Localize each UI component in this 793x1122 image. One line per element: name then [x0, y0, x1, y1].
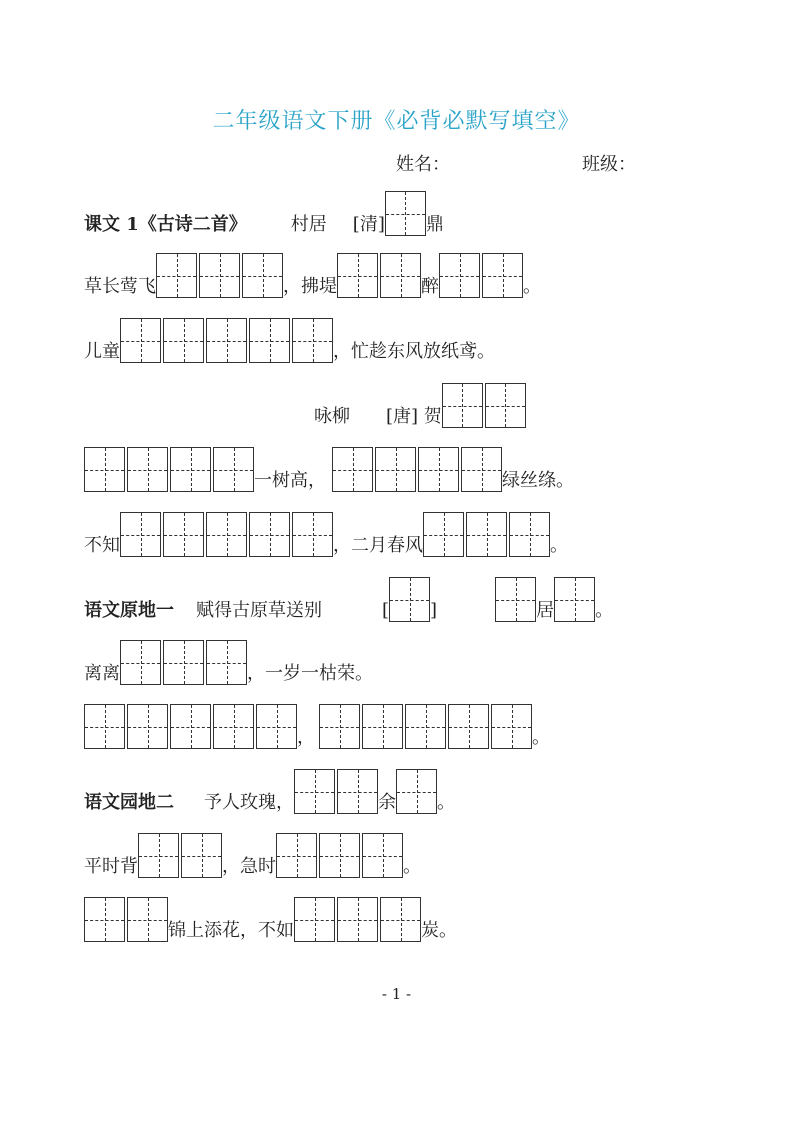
line-5: 一树高， 绿丝绦。 — [84, 444, 574, 492]
blank-group — [439, 253, 523, 298]
char-box[interactable] — [120, 318, 161, 363]
char-box[interactable] — [294, 897, 335, 942]
page-number: - 1 - — [381, 985, 412, 1003]
char-box[interactable] — [84, 897, 125, 942]
blank-group — [554, 577, 595, 622]
line-3: 儿童 ，忙趁东风放纸鸢。 — [84, 315, 495, 363]
char-box[interactable] — [442, 383, 483, 428]
char-box[interactable] — [491, 704, 532, 749]
char-box[interactable] — [206, 640, 247, 685]
char-box[interactable] — [256, 704, 297, 749]
char-box[interactable] — [163, 640, 204, 685]
char-box[interactable] — [292, 318, 333, 363]
blank-group — [332, 447, 502, 492]
char-box[interactable] — [554, 577, 595, 622]
char-box[interactable] — [170, 447, 211, 492]
blank-group — [84, 447, 254, 492]
char-box[interactable] — [127, 897, 168, 942]
dynasty: [唐] 贺 — [386, 406, 442, 427]
char-box[interactable] — [213, 447, 254, 492]
char-box[interactable] — [485, 383, 526, 428]
line-12: 锦上添花，不如 炭。 — [84, 894, 457, 942]
char-box[interactable] — [294, 769, 335, 814]
blank-group — [385, 191, 426, 236]
char-box[interactable] — [163, 318, 204, 363]
char-box[interactable] — [380, 897, 421, 942]
char-box[interactable] — [319, 833, 360, 878]
char-box[interactable] — [249, 512, 290, 557]
char-box[interactable] — [120, 640, 161, 685]
char-box[interactable] — [84, 704, 125, 749]
poem-title: 赋得古原草送别 — [196, 600, 322, 621]
char-box[interactable] — [461, 447, 502, 492]
char-box[interactable] — [495, 577, 536, 622]
blank-group — [319, 704, 532, 749]
section-heading: 语文原地一 — [84, 600, 174, 621]
line-4 — [314, 380, 526, 428]
char-box[interactable] — [439, 253, 480, 298]
blank-group — [337, 253, 421, 298]
section-heading: 语文园地二 — [84, 792, 174, 813]
blank-group — [156, 253, 283, 298]
char-box[interactable] — [213, 704, 254, 749]
char-box[interactable] — [206, 318, 247, 363]
line-9: ， 。 — [84, 701, 550, 749]
blank-group — [120, 640, 247, 685]
char-box[interactable] — [292, 512, 333, 557]
line-10: 语文园地二 予人玫瑰， 余 。 — [84, 766, 455, 814]
blank-group — [120, 318, 333, 363]
blank-group — [276, 833, 403, 878]
blank-group — [84, 704, 297, 749]
char-box[interactable] — [332, 447, 373, 492]
char-box[interactable] — [466, 512, 507, 557]
blank-group — [396, 769, 437, 814]
blank-group — [495, 577, 536, 622]
char-box[interactable] — [156, 253, 197, 298]
class-label: 班级： — [582, 154, 636, 175]
char-box[interactable] — [448, 704, 489, 749]
section-heading: 课文 1《古诗二首》 — [84, 214, 247, 235]
char-box[interactable] — [396, 769, 437, 814]
line-11: 平时背 ，急时 。 — [84, 830, 421, 878]
blank-group — [120, 512, 333, 557]
char-box[interactable] — [418, 447, 459, 492]
char-box[interactable] — [181, 833, 222, 878]
page-title: 二年级语文下册《必背必默写填空》 — [212, 109, 581, 134]
char-box[interactable] — [84, 447, 125, 492]
char-box[interactable] — [276, 833, 317, 878]
char-box[interactable] — [206, 512, 247, 557]
line-8: 离离 ，一岁一枯荣。 — [84, 637, 373, 685]
poem-title: 村居 — [290, 214, 327, 235]
char-box[interactable] — [170, 704, 211, 749]
char-box[interactable] — [120, 512, 161, 557]
char-box[interactable] — [362, 833, 403, 878]
char-box[interactable] — [337, 897, 378, 942]
line-7: 语文原地一 赋得古原草送别 [ ] 居 。 — [84, 574, 613, 622]
char-box[interactable] — [337, 769, 378, 814]
char-box[interactable] — [389, 577, 430, 622]
char-box[interactable] — [242, 253, 283, 298]
char-box[interactable] — [380, 253, 421, 298]
char-box[interactable] — [127, 704, 168, 749]
char-box[interactable] — [375, 447, 416, 492]
char-box[interactable] — [482, 253, 523, 298]
poem-title: 咏柳 — [314, 406, 350, 427]
char-box[interactable] — [199, 253, 240, 298]
char-box[interactable] — [337, 253, 378, 298]
blank-group — [389, 577, 430, 622]
line-6: 不知 ，二月春风 。 — [84, 509, 568, 557]
blank-group — [423, 512, 550, 557]
char-box[interactable] — [138, 833, 179, 878]
char-box[interactable] — [423, 512, 464, 557]
char-box[interactable] — [385, 191, 426, 236]
blank-group — [138, 833, 222, 878]
line-1: 课文 1《古诗二首》 村居 [清] 鼎 — [84, 188, 444, 236]
blank-group — [442, 383, 526, 428]
char-box[interactable] — [127, 447, 168, 492]
char-box[interactable] — [362, 704, 403, 749]
name-label: 姓名： — [396, 154, 450, 175]
char-box[interactable] — [249, 318, 290, 363]
char-box[interactable] — [319, 704, 360, 749]
char-box[interactable] — [509, 512, 550, 557]
blank-group — [294, 897, 421, 942]
char-box[interactable] — [405, 704, 446, 749]
char-box[interactable] — [163, 512, 204, 557]
line-2: 草长莺飞 ，拂堤 醉 。 — [84, 250, 541, 298]
blank-group — [84, 897, 168, 942]
blank-group — [294, 769, 378, 814]
dynasty: [清] — [352, 214, 385, 235]
